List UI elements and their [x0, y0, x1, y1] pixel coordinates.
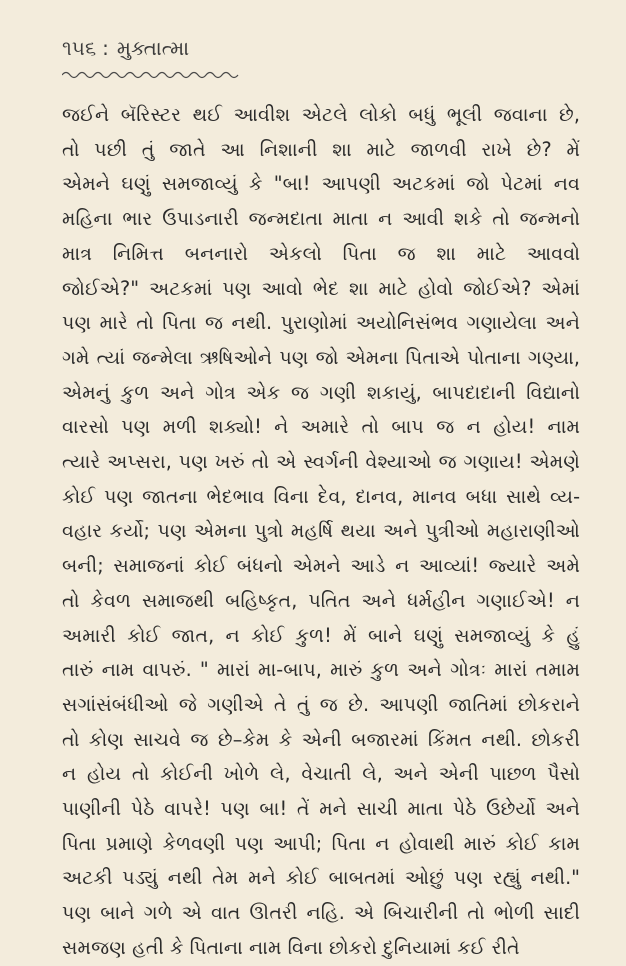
text-line: બની; સમાજનાં કોઈ બંધનો એમને આડે ન આવ્યાં! જ્યારે અમે: [62, 554, 580, 578]
text-line: વારસો પણ મળી શક્યો! ને અમારે તો બાપ જ ન હોય! નામ: [62, 415, 580, 439]
running-title: મુક્તાત્મા: [116, 36, 190, 60]
text-line: જોઈએ?" અટકમાં પણ આવો ભેદ શા માટે હોવો જોઈએ? એમાં: [62, 276, 580, 300]
text-line: પણ બાને ગળે એ વાત ઊતરી નહિ. એ બિચારીની તો ભોળી સાદી: [62, 901, 580, 925]
text-line: અમારી કોઈ જાત, ન કોઈ કુળ! મેં બાને ઘણું સમજાવ્યું કે હું: [62, 623, 580, 647]
page-number: ૧૫૬: [62, 36, 97, 60]
text-line: પણ મારે તો પિતા જ નથી. પુરાણોમાં અયોનિસંભવ ગણાયેલા અને: [62, 311, 580, 335]
text-line: જઈને બૅરિસ્ટર થઈ આવીશ એટલે લોકો બધું ભૂલી જવાના છે,: [62, 103, 580, 126]
header-wavy-underline: [62, 70, 240, 80]
text-line: સમજણ હતી કે પિતાના નામ વિના છોકરો દુનિયામાં કઈ રીતે: [62, 935, 520, 959]
header-separator: :: [102, 36, 109, 60]
text-line: ત્યારે અપ્સરા, પણ ખરું તો એ સ્વર્ગની વેશ્યાઓ જ ગણાય! એમણે: [62, 450, 580, 474]
text-line: તો કેવળ સમાજથી બહિષ્કૃત, પતિત અને ધર્મહીન ગણાઈએ! ન: [62, 588, 580, 612]
text-line: તારું નામ વાપરું. " મારાં મા-બાપ, મારું કુળ અને ગોત્રઃ મારાં તમામ: [62, 658, 580, 682]
text-line: પાણીની પેઠે વાપરે! પણ બા! તેં મને સાચી માતા પેઠે ઉછેર્યો અને: [62, 797, 580, 821]
text-line: કોઈ પણ જાતના ભેદભાવ વિના દેવ, દાનવ, માનવ બધા સાથે વ્ય-: [62, 484, 580, 508]
text-line: એમને ઘણું સમજાવ્યું કે "બા! આપણી અટકમાં જો પેટમાં નવ: [62, 172, 580, 196]
text-line: સગાંસંબંધીઓ જે ગણીએ તે તું જ છે. આપણી જાતિમાં છોકરાને: [62, 692, 580, 716]
text-line: ન હોય તો કોઈની ખોળે લે, વેચાતી લે, અને એની પાછળ પૈસો: [62, 762, 580, 786]
text-line: એમનું કુળ અને ગોત્ર એક જ ગણી શકાયું, બાપદાદાની વિદ્યાનો: [62, 380, 580, 404]
text-line: ગમે ત્યાં જન્મેલા ઋષિઓને પણ જો એમના પિતાએ પોતાના ગણ્યા,: [62, 345, 580, 369]
text-line: પિતા પ્રમાણે કેળવણી પણ આપી; પિતા ન હોવાથી મારું કોઈ કામ: [62, 831, 580, 855]
body-text: [62, 98, 580, 966]
text-line: અટકી પડ્યું નથી તેમ મને કોઈ બાબતમાં ઓછું પણ રહ્યું નથી.": [62, 866, 580, 890]
text-line: મહિના ભાર ઉપાડનારી જન્મદાતા માતા ન આવી શકે તો જન્મનો: [62, 207, 580, 231]
running-header: [62, 36, 580, 70]
text-line: વહાર કર્યો; પણ એમના પુત્રો મહર્ષિ થયા અને પુત્રીઓ મહારાણીઓ: [62, 519, 580, 543]
text-line: માત્ર નિમિત્ત બનનારો એકલો પિતા જ શા માટે આવવો: [62, 241, 580, 265]
text-line: તો પછી તું જાતે આ નિશાની શા માટે જાળવી રાખે છે? મેં: [62, 137, 580, 161]
text-line: તો કોણ સાચવે જ છે–કેમ કે એની બજારમાં કિંમત નથી. છોકરી: [62, 727, 580, 751]
